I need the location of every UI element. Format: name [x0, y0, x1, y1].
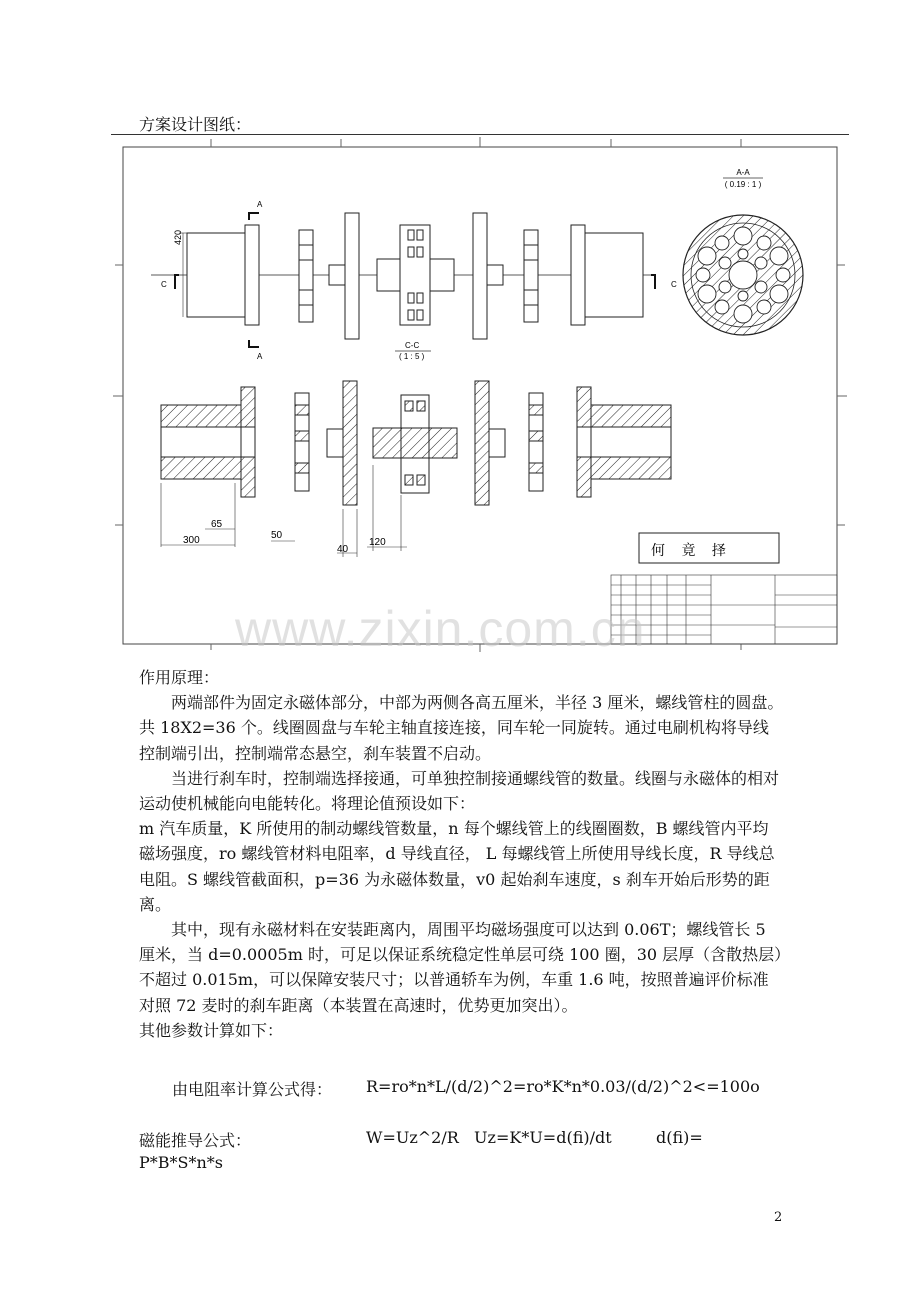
- formula-2-tail: d(fi)=: [656, 1128, 703, 1147]
- dim-65: 65: [211, 519, 223, 530]
- paragraph-2: 当进行刹车时，控制端选择接通，可单独控制接通螺线管的数量。线圈与永磁体的相对运动使机械能向电能转化。将理论值预设如下：: [139, 768, 780, 814]
- formula-2-expression: W=Uz^2/R Uz=K*U=d(fi)/dt: [366, 1128, 612, 1147]
- formula-1-label: 由电阻率计算公式得：: [172, 1080, 333, 1099]
- paragraph-5: 其他参数计算如下：: [139, 1020, 284, 1040]
- dim-420-label: 420: [173, 229, 183, 245]
- body-text: [139, 665, 784, 1043]
- paragraph-4: 其中，现有永磁材料在安装距离内，周围平均磁场强度可以达到 0.06T；螺线管长 5 厘米，当 d=0.0005m 时，可足以保证系统稳定性单层可绕 100 圈，30 层厚（含散热层）不超过 0.015m，可以保障安装尺寸；以普通轿车为例，车重 1.6 吨，按照普遍评价标准对照 72 麦时的刹车距离（本装置在高速时，优势更加突出）。: [139, 920, 783, 1015]
- section-title: 方案设计图纸：: [139, 115, 252, 134]
- section-cc-label: C-C: [405, 341, 420, 350]
- paragraph-1: 两端部件为固定永磁体部分，中部为两侧各高五厘米，半径 3 厘米，螺线管柱的圆盘。共 18X2=36 个。线圈圆盘与车轮主轴直接连接，同车轮一同旋转。通过电刷机构将导线控制端引出，控制端常态悬空，刹车装置不启动。: [139, 693, 784, 763]
- author-name: 何 竟 择: [651, 543, 732, 559]
- dim-40: 40: [337, 544, 349, 555]
- cut-a-top: A: [257, 200, 263, 209]
- heading-principle: 作用原理：: [139, 668, 220, 687]
- section-aa-scale: ( 0.19 : 1 ): [724, 180, 762, 189]
- dim-120: 120: [369, 537, 386, 548]
- formula-1-expression: R=ro*n*L/(d/2)^2=ro*K*n*0.03/(d/2)^2<=100o: [366, 1077, 760, 1096]
- cut-a-bottom: A: [257, 352, 263, 361]
- dim-300: 300: [183, 535, 200, 546]
- cut-c-right: C: [671, 280, 677, 289]
- paragraph-3: m 汽车质量，K 所使用的制动螺线管数量，n 每个螺线管上的线圈圈数，B 螺线管内平均磁场强度，ro 螺线管材料电阻率，d 导线直径， L 每螺线管上所使用导线长度，R 导线总电阻。S 螺线管截面积，p=36 为永磁体数量，v0 起始刹车速度，s 刹车开始后形势的距离。: [139, 819, 775, 914]
- formula-2-label: 磁能推导公式：: [139, 1131, 252, 1150]
- watermark: www.zixin.com.cn: [235, 601, 646, 657]
- dim-50: 50: [271, 530, 283, 541]
- formula-2-continuation: P*B*S*n*s: [139, 1153, 223, 1172]
- section-aa-label: A-A: [736, 168, 750, 177]
- cut-c-left: C: [161, 280, 167, 289]
- section-cc-scale: ( 1 : 5 ): [399, 352, 425, 361]
- drawing-svg: [111, 135, 849, 654]
- technical-drawing: [111, 134, 849, 654]
- page-number: 2: [774, 1210, 783, 1225]
